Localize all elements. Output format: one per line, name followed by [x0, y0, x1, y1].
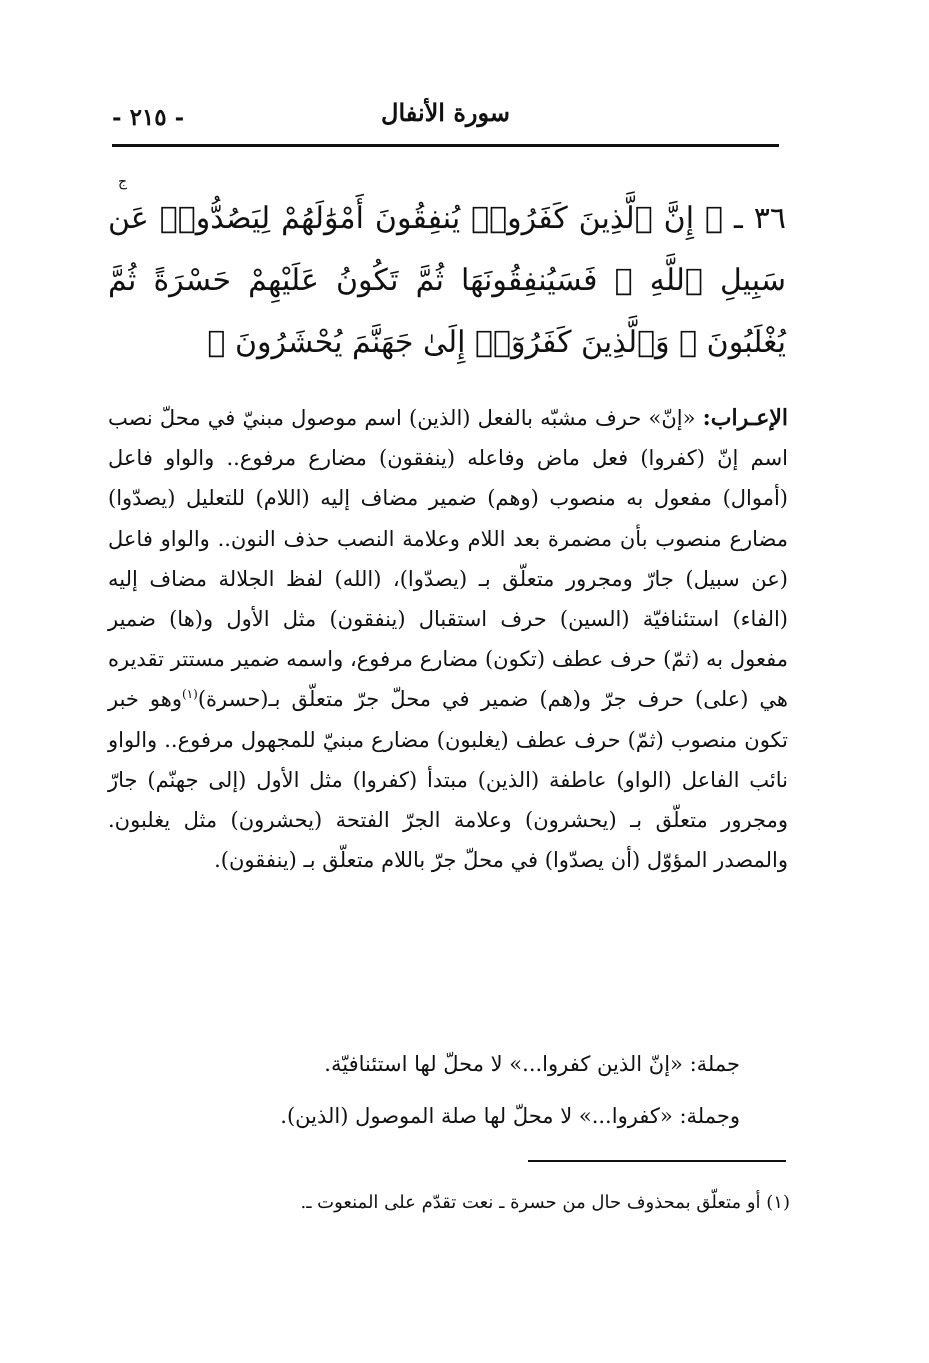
quran-verse [108, 188, 786, 374]
footnote-rule [528, 1160, 786, 1162]
sentence-analysis [108, 1038, 788, 1142]
verse-pause-mark: ج [118, 174, 128, 190]
sentence-line: جملة: «إنّ الذين كفروا...» لا محلّ لها استئنافيّة. [324, 1052, 740, 1076]
irab-paragraph [108, 398, 788, 880]
surah-title: سورة الأنفال [381, 98, 510, 127]
irab-label: الإعـراب: [702, 405, 788, 431]
page-number: - ٢١٥ - [112, 104, 185, 131]
footnote: (١) أو متعلّق بمحذوف حال من حسرة ـ نعت تقدّم على المنعوت ـ. [300, 1192, 790, 1213]
verse-number: ٣٦ ـ [734, 201, 786, 236]
verse-close-bracket: ﴾ [207, 325, 226, 360]
verse-text: إِنَّ ٱلَّذِينَ كَفَرُوا۟ يُنفِقُونَ أَمْوَٰلَهُمْ لِيَصُدُّوا۟ عَن سَبِيلِ ٱللَّهِ ۚ فَسَيُنفِقُونَهَا ثُمَّ تَكُونُ عَلَيْهِمْ حَسْرَةً ثُمَّ يُغْلَبُونَ ۗ وَٱلَّذِينَ كَفَرُوٓا۟ إِلَىٰ جَهَنَّمَ يُحْشَرُونَ [108, 201, 786, 360]
verse-open-bracket: ﴿ [705, 201, 724, 236]
irab-text-part-2: وهو خبر تكون منصوب (ثمّ) حرف عطف (يغلبون) مضارع مبنيّ للمجهول مرفوع.. والواو نائب الفاعل (الواو) عاطفة (الذين) مبتدأ (كفروا) مثل الأول (إلى جهنّم) جارّ ومجرور متعلّق بـ (يحشرون) وعلامة الجرّ الفتحة (يحشرون) مثل يغلبون. والمصدر المؤوّل (أن يصدّوا) في محلّ جرّ باللام متعلّق بـ (ينفقون). [108, 687, 788, 873]
sentence-line: وجملة: «كفروا...» لا محلّ لها صلة الموصول (الذين). [280, 1104, 740, 1128]
footnote-ref: (١) [181, 687, 198, 702]
irab-text-part-1: «إنّ» حرف مشبّه بالفعل (الذين) اسم موصول مبنيّ في محلّ نصب اسم إنّ (كفروا) فعل ماض وفاعله (ينفقون) مضارع مرفوع.. والواو فاعل (أموال) مفعول به منصوب (وهم) ضمير مضاف إليه (اللام) للتعليل (يصدّوا) مضارع منصوب بأن مضمرة بعد اللام وعلامة النصب حذف النون.. والواو فاعل (عن سبيل) جارّ ومجرور متعلّق بـ (يصدّوا)، (الله) لفظ الجلالة مضاف إليه (الفاء) استئنافيّة (السين) حرف استقبال (ينفقون) مثل الأول و(ها) ضمير مفعول به (ثمّ) حرف عطف (تكون) مضارع مرفوع، واسمه ضمير مستتر تقديره هي (على) حرف جرّ و(هم) ضمير في محلّ جرّ متعلّق بـ(حسرة) [108, 406, 788, 712]
header-rule [112, 144, 779, 147]
page-header [112, 98, 780, 138]
